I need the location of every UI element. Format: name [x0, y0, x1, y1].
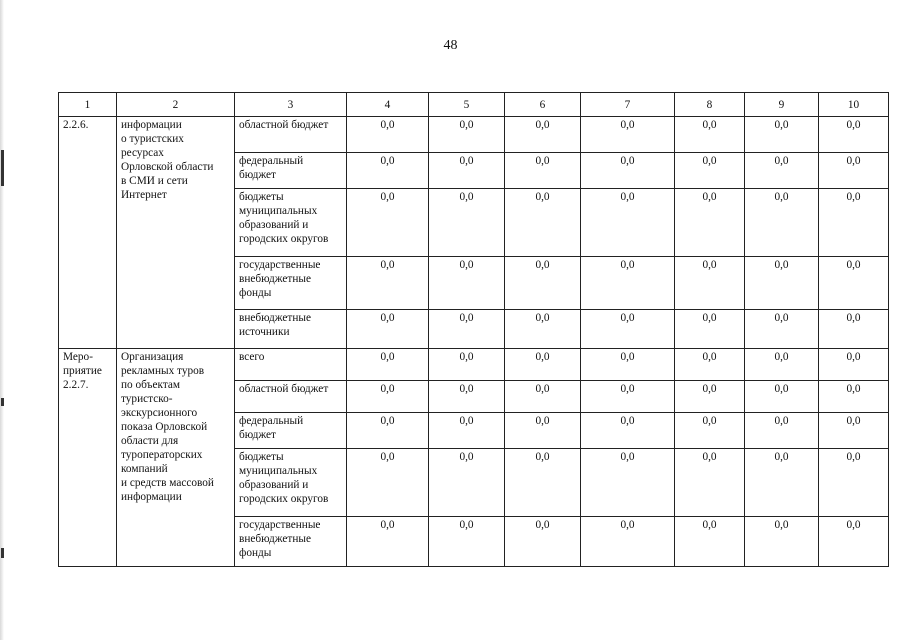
funding-value: 0,0: [745, 153, 819, 189]
funding-source: бюджеты муниципальных образований и городских округов: [235, 449, 347, 517]
funding-value: 0,0: [429, 257, 505, 310]
funding-value: 0,0: [581, 153, 675, 189]
funding-value: 0,0: [581, 381, 675, 413]
column-header: 1: [59, 93, 117, 117]
scan-mark: [1, 150, 4, 186]
funding-value: 0,0: [347, 257, 429, 310]
funding-value: 0,0: [745, 349, 819, 381]
funding-value: 0,0: [675, 381, 745, 413]
column-header: 7: [581, 93, 675, 117]
funding-value: 0,0: [819, 349, 889, 381]
scan-mark: [1, 548, 4, 558]
funding-value: 0,0: [581, 310, 675, 349]
column-header: 10: [819, 93, 889, 117]
funding-value: 0,0: [581, 517, 675, 567]
funding-value: 0,0: [819, 413, 889, 449]
funding-source: внебюджетные источники: [235, 310, 347, 349]
funding-source: государственные внебюджетные фонды: [235, 257, 347, 310]
funding-value: 0,0: [581, 257, 675, 310]
funding-source: всего: [235, 349, 347, 381]
page-number: 48: [443, 38, 458, 53]
funding-value: 0,0: [675, 117, 745, 153]
funding-value: 0,0: [819, 517, 889, 567]
funding-value: 0,0: [745, 413, 819, 449]
funding-value: 0,0: [675, 153, 745, 189]
funding-value: 0,0: [581, 449, 675, 517]
funding-value: 0,0: [675, 310, 745, 349]
funding-value: 0,0: [347, 310, 429, 349]
funding-value: 0,0: [745, 310, 819, 349]
funding-value: 0,0: [347, 413, 429, 449]
column-header: 3: [235, 93, 347, 117]
budget-table: [58, 92, 889, 567]
funding-value: 0,0: [745, 257, 819, 310]
funding-value: 0,0: [745, 517, 819, 567]
funding-value: 0,0: [347, 449, 429, 517]
funding-value: 0,0: [347, 517, 429, 567]
funding-value: 0,0: [505, 349, 581, 381]
funding-value: 0,0: [675, 413, 745, 449]
funding-value: 0,0: [581, 413, 675, 449]
activity-code: Меро- приятие 2.2.7.: [59, 349, 117, 567]
funding-value: 0,0: [581, 349, 675, 381]
funding-value: 0,0: [819, 310, 889, 349]
funding-value: 0,0: [505, 117, 581, 153]
funding-value: 0,0: [819, 117, 889, 153]
activity-code: 2.2.6.: [59, 117, 117, 349]
funding-value: 0,0: [429, 449, 505, 517]
funding-value: 0,0: [505, 413, 581, 449]
funding-source: федеральный бюджет: [235, 153, 347, 189]
funding-value: 0,0: [347, 349, 429, 381]
funding-value: 0,0: [819, 189, 889, 257]
funding-value: 0,0: [505, 517, 581, 567]
funding-value: 0,0: [819, 257, 889, 310]
column-header: 2: [117, 93, 235, 117]
activity-description: информации о туристских ресурсах Орловской области в СМИ и сети Интернет: [117, 117, 235, 349]
funding-value: 0,0: [347, 189, 429, 257]
funding-source: федеральный бюджет: [235, 413, 347, 449]
funding-source: бюджеты муниципальных образований и городских округов: [235, 189, 347, 257]
funding-value: 0,0: [505, 189, 581, 257]
column-header: 6: [505, 93, 581, 117]
funding-value: 0,0: [745, 381, 819, 413]
funding-value: 0,0: [675, 517, 745, 567]
funding-value: 0,0: [429, 413, 505, 449]
funding-value: 0,0: [505, 449, 581, 517]
header-row: [59, 93, 889, 117]
funding-value: 0,0: [581, 117, 675, 153]
funding-value: 0,0: [745, 117, 819, 153]
funding-value: 0,0: [745, 189, 819, 257]
scan-mark: [1, 398, 4, 406]
funding-value: 0,0: [819, 153, 889, 189]
funding-value: 0,0: [429, 189, 505, 257]
funding-value: 0,0: [675, 257, 745, 310]
funding-value: 0,0: [675, 349, 745, 381]
scan-edge: [0, 0, 4, 640]
funding-value: 0,0: [429, 517, 505, 567]
activity-description: Организация рекламных туров по объектам туристско- экскурсионного показа Орловской области для туроператорских компаний и средств массовой информации: [117, 349, 235, 567]
funding-value: 0,0: [505, 381, 581, 413]
funding-value: 0,0: [347, 153, 429, 189]
funding-value: 0,0: [429, 349, 505, 381]
funding-source: областной бюджет: [235, 117, 347, 153]
column-header: 5: [429, 93, 505, 117]
funding-value: 0,0: [819, 449, 889, 517]
funding-source: областной бюджет: [235, 381, 347, 413]
funding-value: 0,0: [429, 153, 505, 189]
column-header: 9: [745, 93, 819, 117]
funding-value: 0,0: [819, 381, 889, 413]
funding-value: 0,0: [429, 310, 505, 349]
funding-value: 0,0: [675, 189, 745, 257]
funding-value: 0,0: [429, 117, 505, 153]
funding-value: 0,0: [505, 310, 581, 349]
table-row: [59, 349, 889, 381]
funding-value: 0,0: [675, 449, 745, 517]
funding-source: государственные внебюджетные фонды: [235, 517, 347, 567]
table-row: [59, 117, 889, 153]
funding-value: 0,0: [505, 153, 581, 189]
funding-value: 0,0: [745, 449, 819, 517]
funding-value: 0,0: [429, 381, 505, 413]
funding-value: 0,0: [505, 257, 581, 310]
column-header: 4: [347, 93, 429, 117]
funding-value: 0,0: [347, 381, 429, 413]
funding-value: 0,0: [581, 189, 675, 257]
column-header: 8: [675, 93, 745, 117]
funding-value: 0,0: [347, 117, 429, 153]
